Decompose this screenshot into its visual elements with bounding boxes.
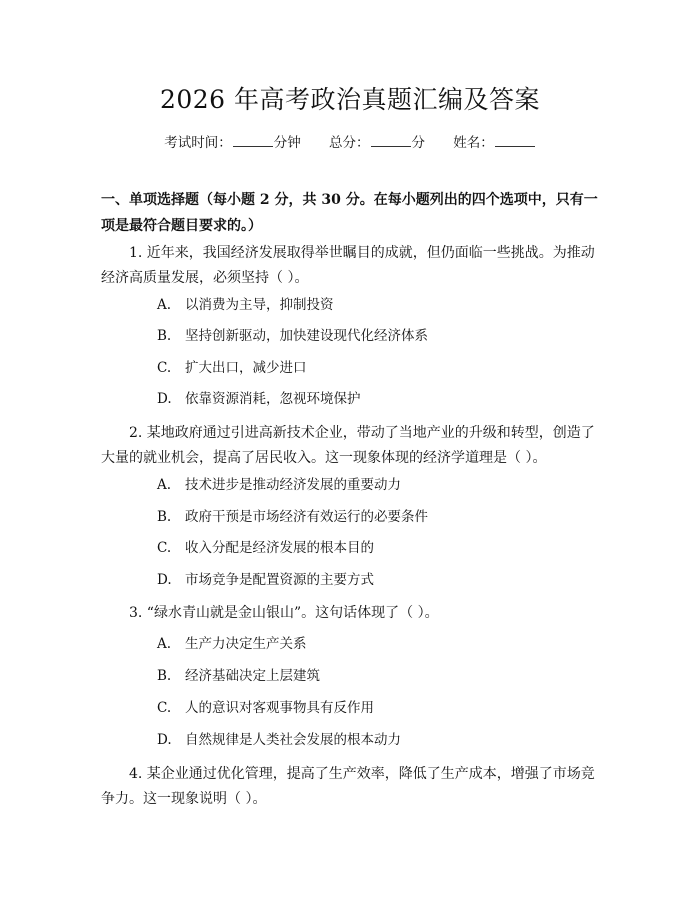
- question-1-option-b: [157, 326, 428, 346]
- student-name-blank: [495, 134, 535, 147]
- question-1-option-c: [157, 358, 307, 378]
- exam-time-unit: 分钟: [273, 135, 301, 151]
- question-2-option-a: [157, 475, 401, 495]
- option-letter: A.: [157, 297, 172, 313]
- question-2-option-d: [157, 570, 374, 590]
- option-text: 坚持创新驱动，加快建设现代化经济体系: [185, 328, 428, 344]
- exam-time-blank: [233, 134, 273, 147]
- document-title: 2026 年高考政治真题汇编及答案: [159, 85, 541, 114]
- exam-time-field: [164, 131, 301, 151]
- option-text: 人的意识对客观事物具有反作用: [185, 700, 374, 716]
- option-letter: D.: [157, 391, 172, 407]
- option-text: 收入分配是经济发展的根本目的: [185, 540, 374, 556]
- question-3-option-d: [157, 730, 401, 750]
- exam-info-line: [0, 131, 700, 151]
- option-text: 经济基础决定上层建筑: [185, 668, 320, 684]
- option-letter: A.: [157, 636, 172, 652]
- student-name-label: 姓名：: [453, 135, 494, 151]
- student-name-field: [453, 131, 536, 151]
- option-letter: C.: [157, 700, 172, 716]
- section-heading: 一、单项选择题（每小题 2 分，共 30 分。在每小题列出的四个选项中，只有一项是最符合题目要求的。）: [101, 192, 598, 234]
- option-letter: D.: [157, 732, 172, 748]
- option-text: 生产力决定生产关系: [185, 636, 307, 652]
- total-score-label: 总分：: [329, 135, 370, 151]
- option-letter: B.: [157, 509, 172, 525]
- exam-time-label: 考试时间：: [164, 135, 232, 151]
- option-text: 政府干预是市场经济有效运行的必要条件: [185, 509, 428, 525]
- option-text: 自然规律是人类社会发展的根本动力: [185, 732, 401, 748]
- option-text: 依靠资源消耗，忽视环境保护: [185, 391, 361, 407]
- question-3-stem: 3. “绿水青山就是金山银山”。这句话体现了（ ）。: [129, 605, 439, 621]
- option-letter: B.: [157, 668, 172, 684]
- question-2-stem: 2. 某地政府通过引进高新技术企业，带动了当地产业的升级和转型，创造了大量的就业机会，提高了居民收入。这一现象体现的经济学道理是（ ）。: [101, 425, 595, 466]
- option-letter: B.: [157, 328, 172, 344]
- question-3-option-c: [157, 698, 374, 718]
- question-2-option-b: [157, 507, 428, 527]
- option-text: 市场竞争是配置资源的主要方式: [185, 572, 374, 588]
- question-2-option-c: [157, 538, 374, 558]
- option-text: 以消费为主导，抑制投资: [185, 297, 334, 313]
- total-score-unit: 分: [411, 135, 425, 151]
- question-1-option-a: [157, 295, 334, 315]
- question-1-option-d: [157, 389, 361, 409]
- total-score-blank: [371, 134, 411, 147]
- option-text: 技术进步是推动经济发展的重要动力: [185, 477, 401, 493]
- option-text: 扩大出口，减少进口: [185, 360, 307, 376]
- total-score-field: [329, 131, 425, 151]
- option-letter: C.: [157, 540, 172, 556]
- option-letter: C.: [157, 360, 172, 376]
- option-letter: A.: [157, 477, 172, 493]
- question-1-stem: 1. 近年来，我国经济发展取得举世瞩目的成就，但仍面临一些挑战。为推动经济高质量发展，必须坚持（ ）。: [101, 245, 595, 286]
- question-3-option-b: [157, 666, 320, 686]
- question-4-stem: 4. 某企业通过优化管理，提高了生产效率，降低了生产成本，增强了市场竞争力。这一现象说明（ ）。: [101, 766, 595, 807]
- option-letter: D.: [157, 572, 172, 588]
- question-3-option-a: [157, 634, 307, 654]
